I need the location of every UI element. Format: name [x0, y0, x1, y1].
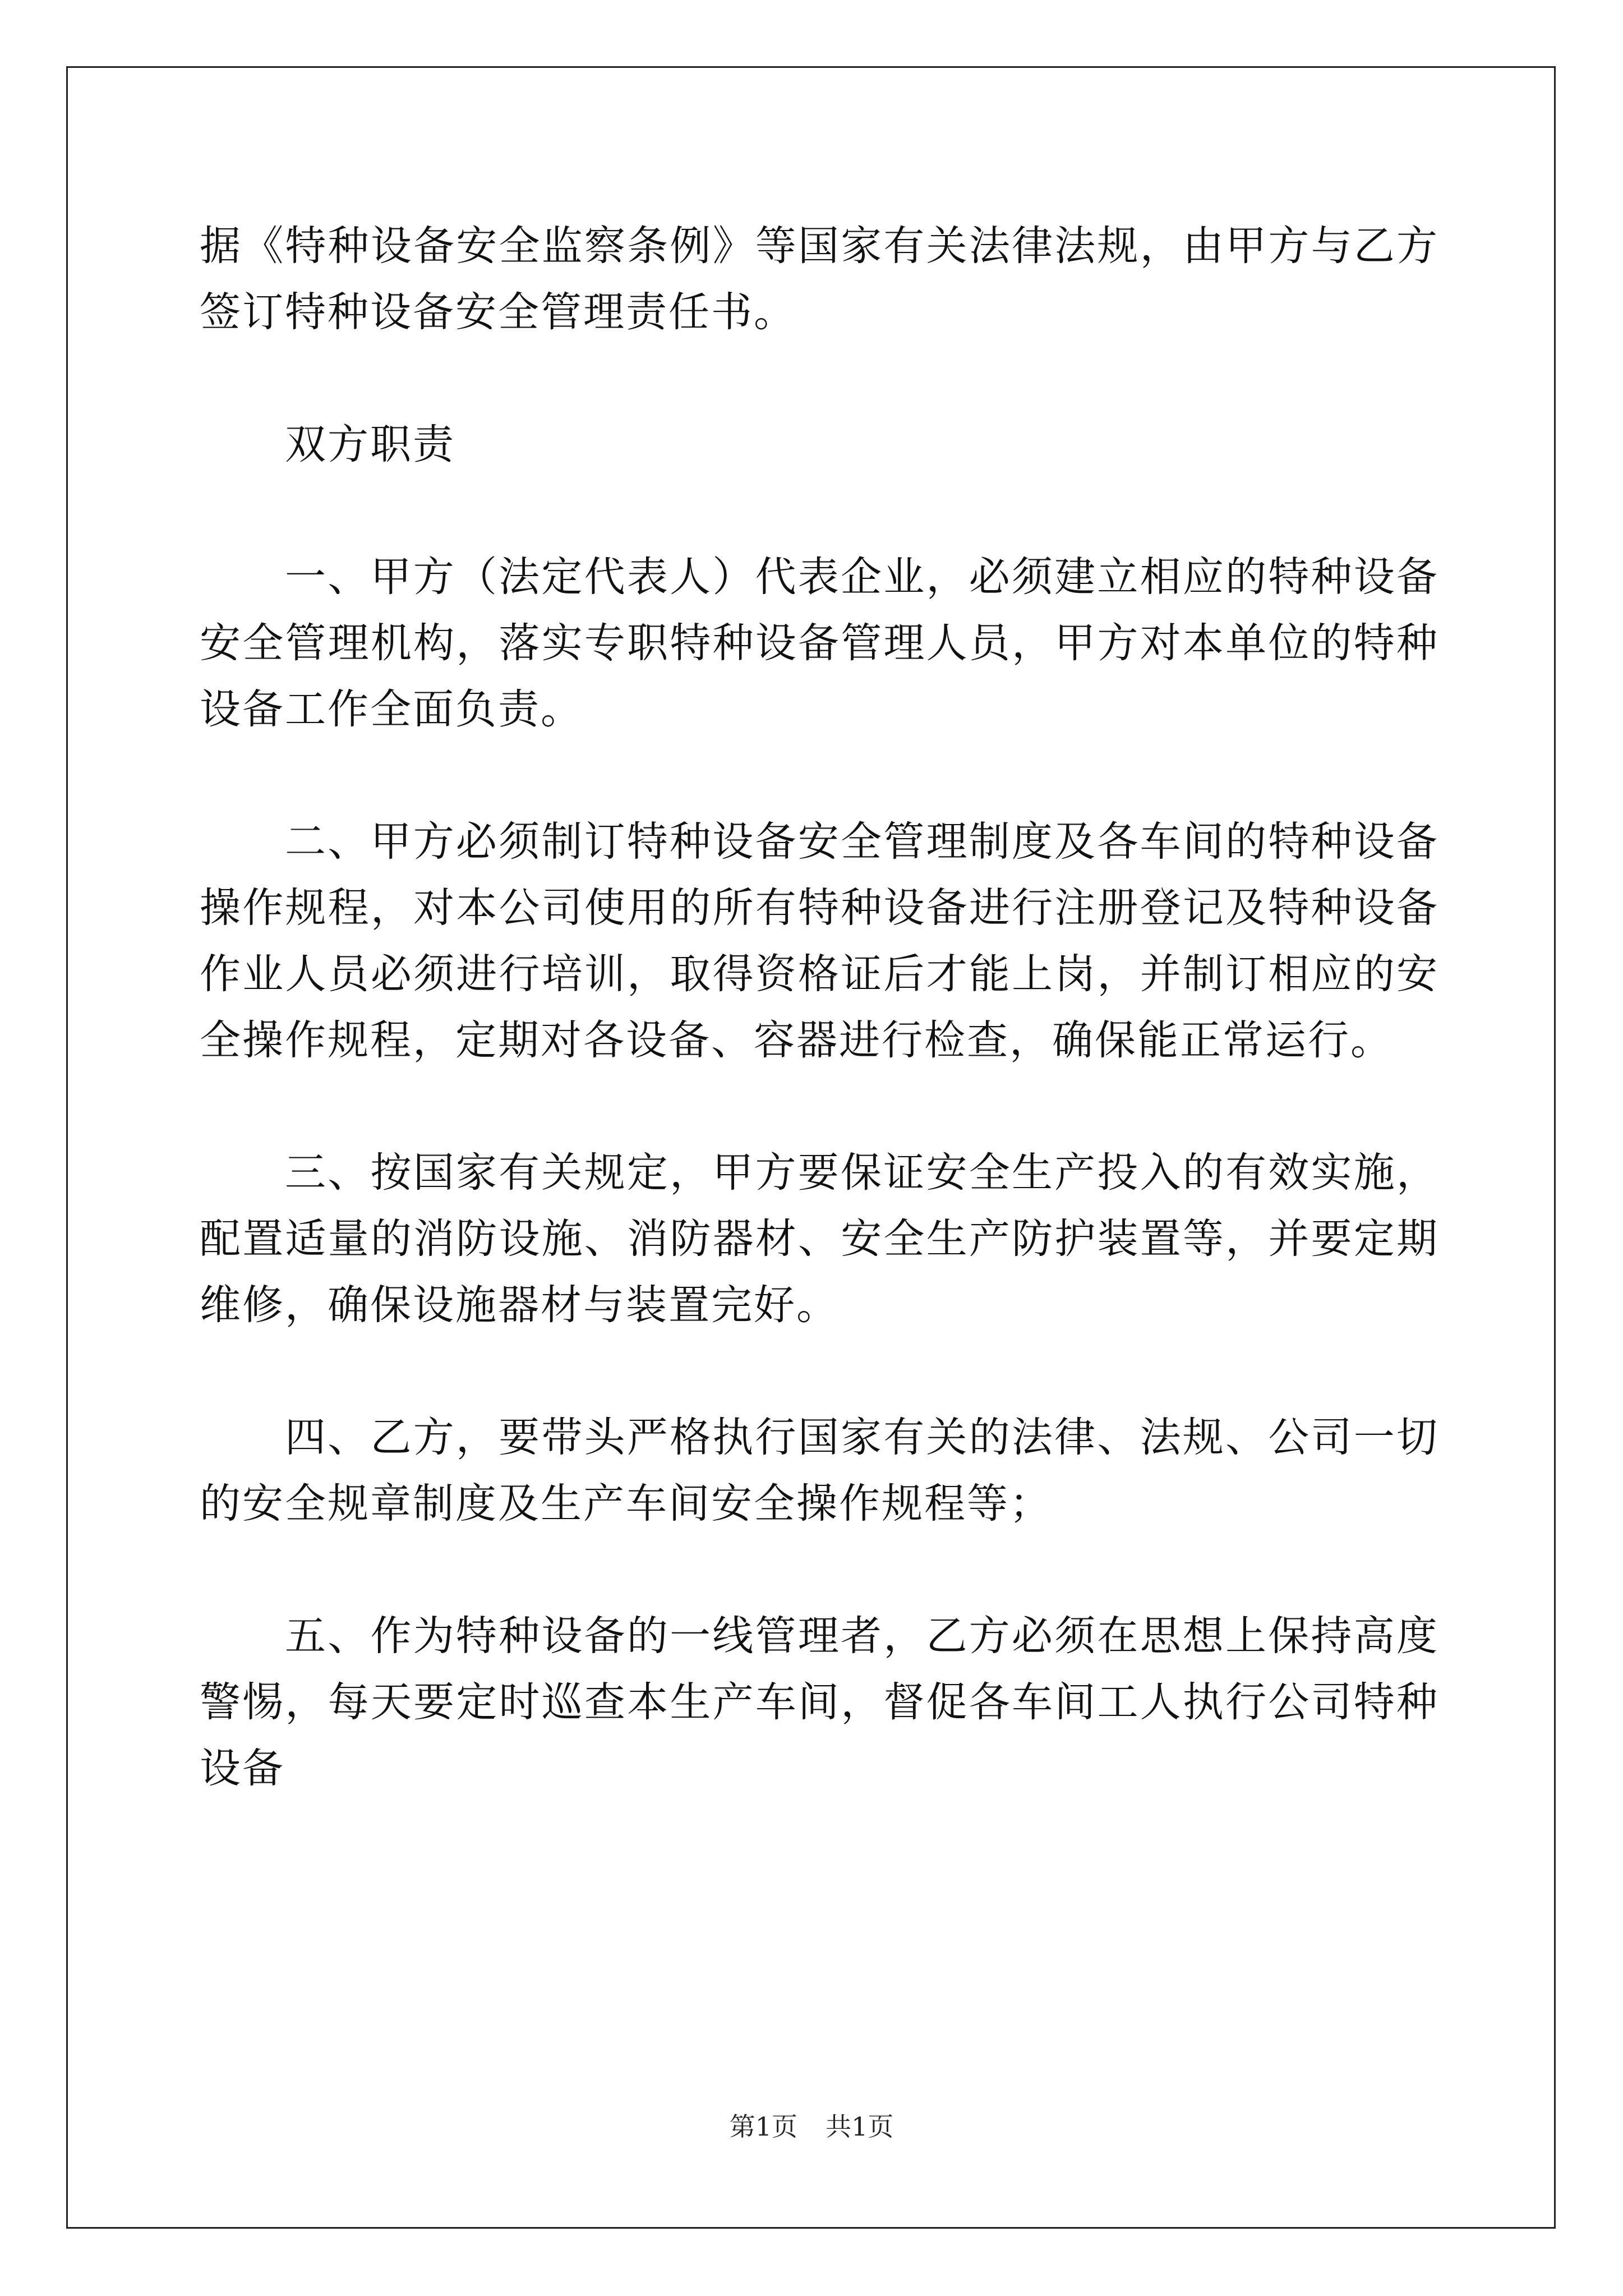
paragraph-item-2: 二、甲方必须制订特种设备安全管理制度及各车间的特种设备操作规程，对本公司使用的所有特种设备进行注册登记及特种设备作业人员必须进行培训，取得资格证后才能上岗，并制订相应的安全操作规程，定期对各设备、容器进行检查，确保能正常运行。	[200, 818, 1439, 1064]
page-footer	[0, 2106, 1623, 2143]
paragraph-item-3: 三、按国家有关规定，甲方要保证安全生产投入的有效实施，配置适量的消防设施、消防器材、安全生产防护装置等，并要定期维修，确保设施器材与装置完好。	[200, 1149, 1439, 1329]
paragraph-heading-duties: 双方职责	[285, 421, 455, 468]
paragraph-item-4: 四、乙方，要带头严格执行国家有关的法律、法规、公司一切的安全规章制度及生产车间安全操作规程等；	[200, 1414, 1439, 1527]
paragraph-intro: 据《特种设备安全监察条例》等国家有关法律法规，由甲方与乙方签订特种设备安全管理责任书。	[200, 222, 1439, 336]
paragraph-item-1: 一、甲方（法定代表人）代表企业，必须建立相应的特种设备安全管理机构，落实专职特种设备管理人员，甲方对本单位的特种设备工作全面负责。	[200, 553, 1439, 733]
total-pages-label: 共1页	[826, 2111, 894, 2142]
current-page-label: 第1页	[729, 2111, 797, 2142]
paragraph-item-5: 五、作为特种设备的一线管理者，乙方必须在思想上保持高度警惕，每天要定时巡查本生产车间，督促各车间工人执行公司特种设备	[200, 1612, 1439, 1792]
document-body	[200, 213, 1439, 1868]
